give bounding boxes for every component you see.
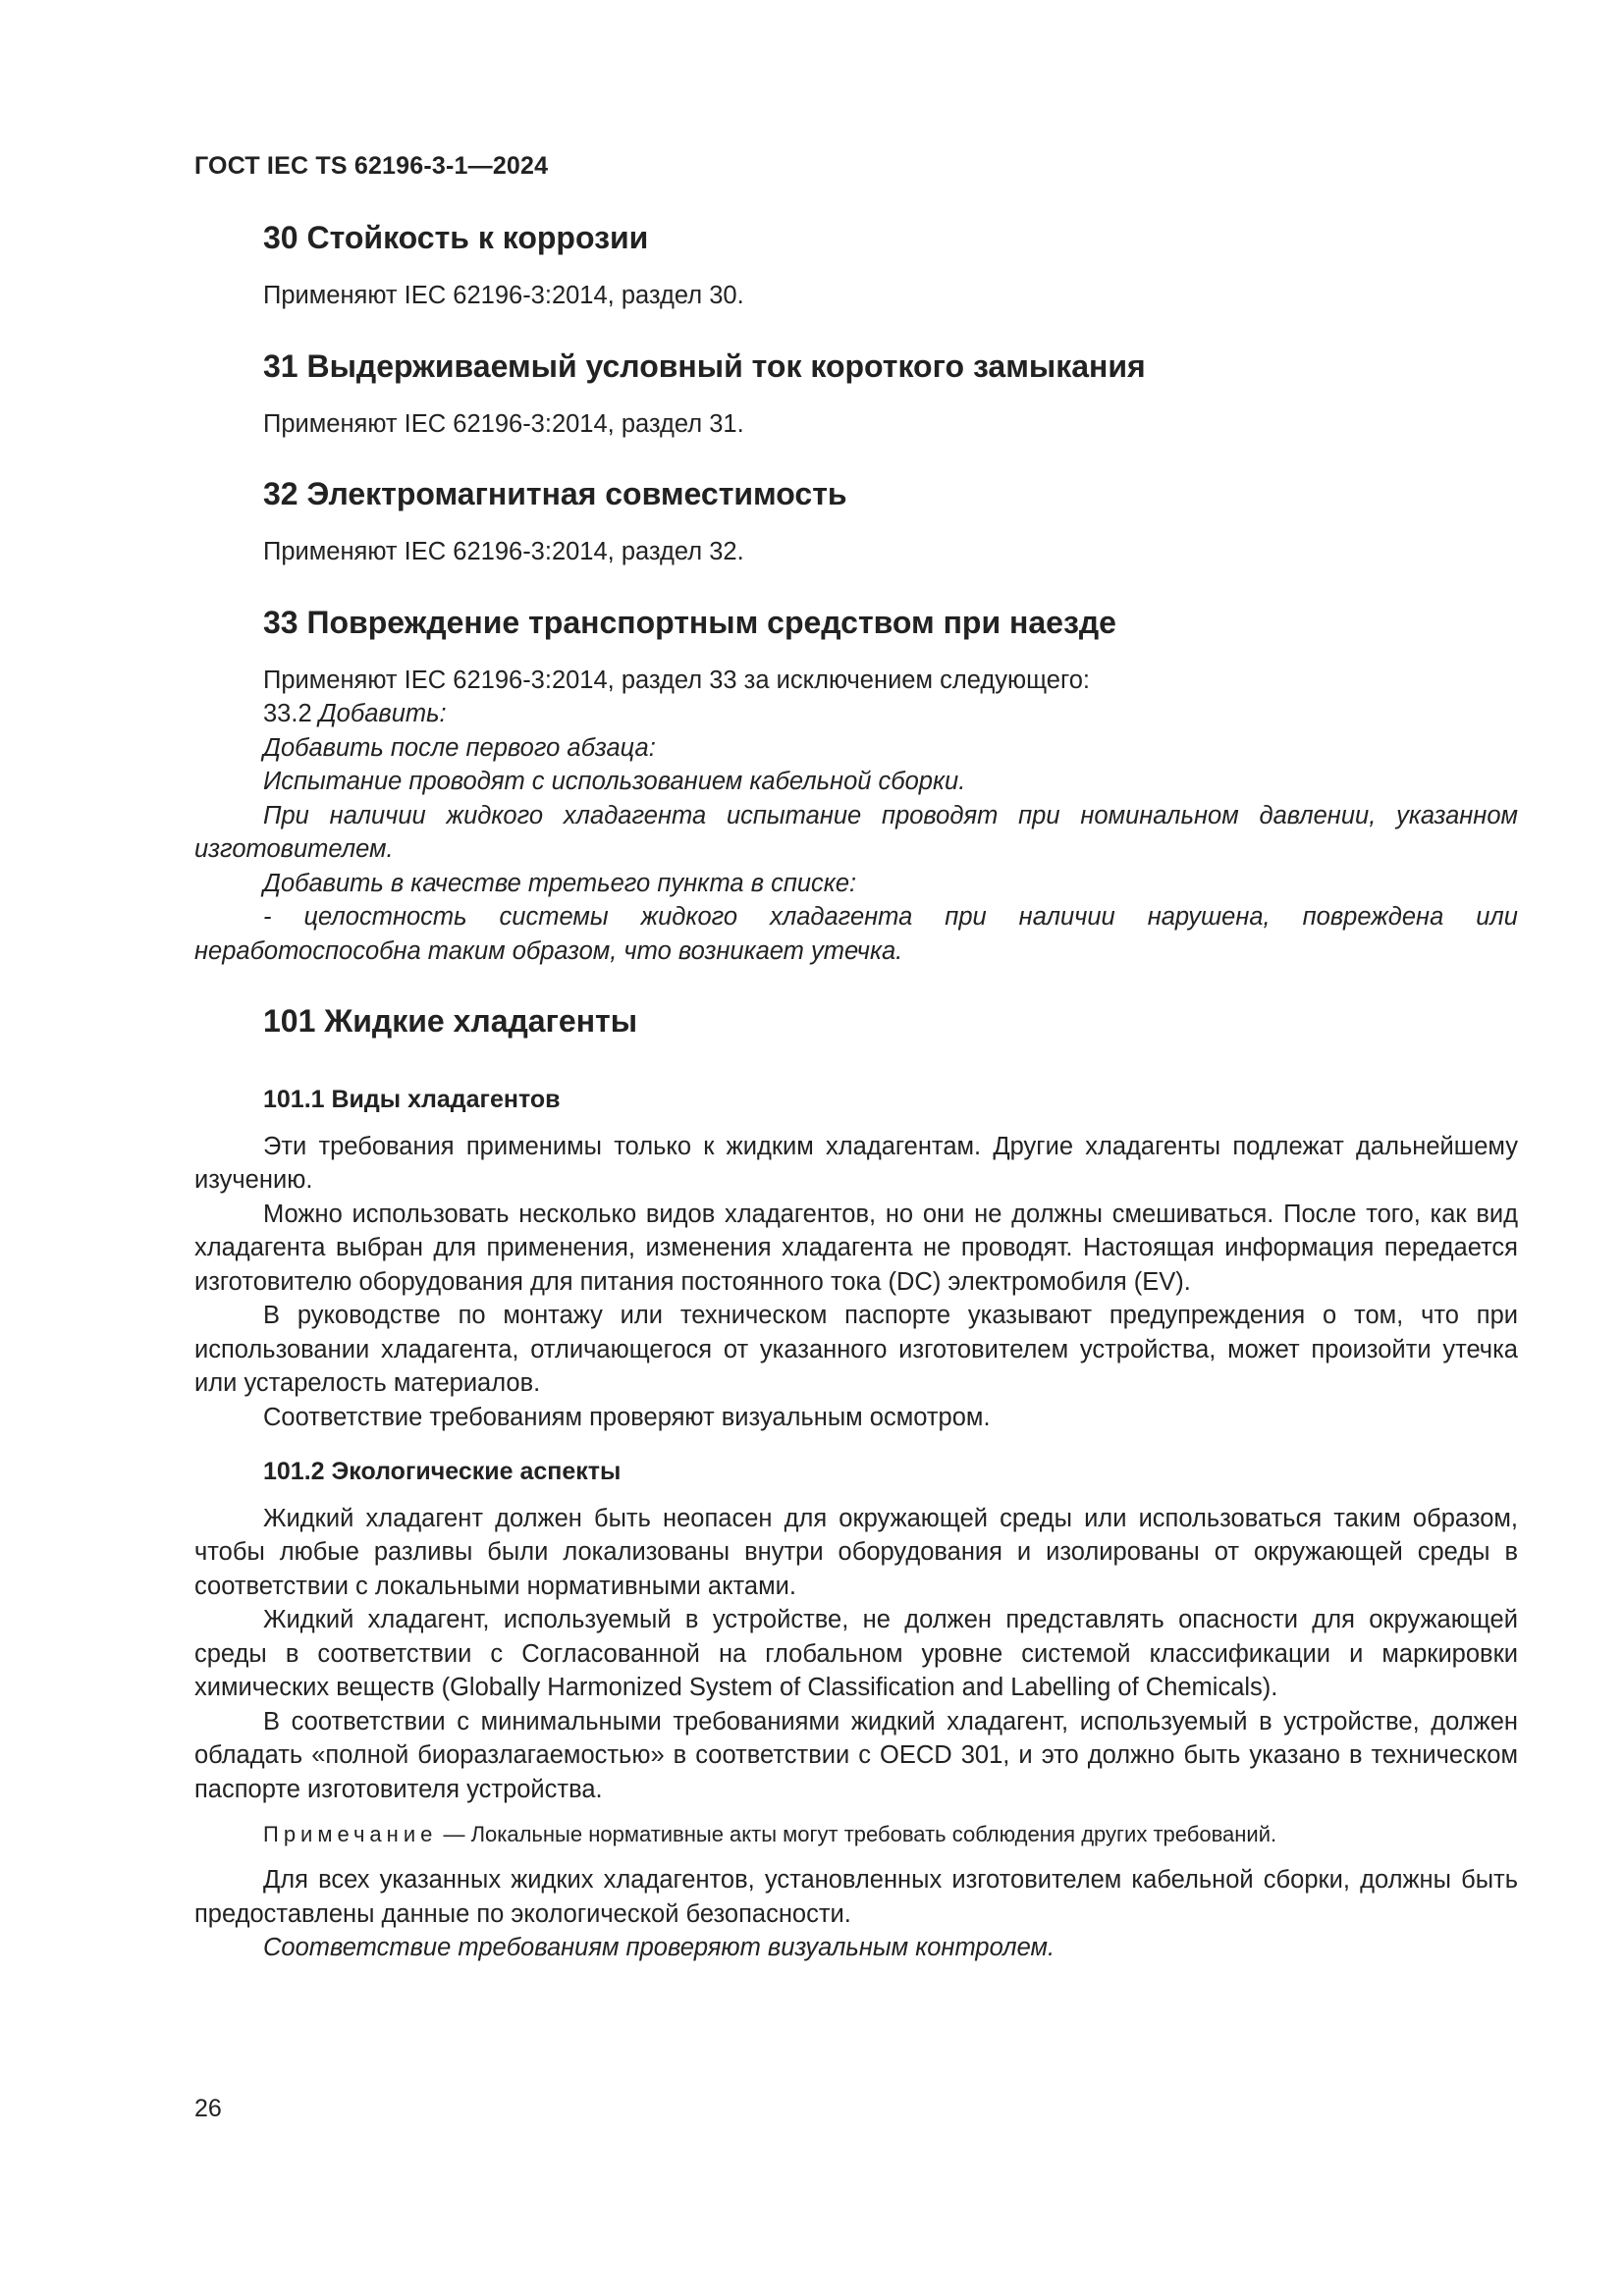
section-33-p7: - целостность системы жидкого хладагента при наличии нарушена, повреждена или неработоспособна таким образом, что возникает утечка.: [194, 903, 1518, 965]
section-33-p6: Добавить в качестве третьего пункта в списке:: [263, 869, 857, 897]
clause-instruction: Добавить:: [318, 700, 447, 727]
section-101-1-title: 101.1 Виды хладагентов: [263, 1086, 561, 1113]
document-header: ГОСТ IEC TS 62196-3-1—2024: [194, 152, 549, 180]
section-101-2-title: 101.2 Экологические аспекты: [263, 1458, 622, 1485]
note-text: — Локальные нормативные акты могут требовать соблюдения других требований.: [437, 1822, 1277, 1846]
section-33-p1: Применяют IEC 62196-3:2014, раздел 33 за исключением следующего:: [263, 666, 1090, 694]
section-32-text: Применяют IEC 62196-3:2014, раздел 32.: [263, 538, 744, 565]
note: [194, 1818, 1518, 1851]
section-33-p3: Добавить после первого абзаца:: [263, 733, 656, 762]
section-101-2-p1: Жидкий хладагент должен быть неопасен для окружающей среды или использоваться таким образом, чтобы любые разливы были локализованы внутри оборудования и изолированы от окружающей среды в соответствии с локальными нормативными актами.: [194, 1504, 1518, 1600]
section-31-title: 31 Выдерживаемый условный ток короткого замыкания: [263, 347, 1146, 384]
section-33-title: 33 Повреждение транспортным средством при наезде: [263, 604, 1116, 640]
section-101-2-p4: Для всех указанных жидких хладагентов, установленных изготовителем кабельной сборки, должны быть предоставлены данные по экологической безопасности.: [194, 1866, 1518, 1928]
section-101-1-p4: Соответствие требованиям проверяют визуальным осмотром.: [263, 1403, 991, 1431]
section-101-1-p1: Эти требования применимы только к жидким хладагентам. Другие хладагенты подлежат дальнейшему изучению.: [194, 1132, 1518, 1194]
section-33-p2: [194, 697, 1518, 731]
section-33-p5: При наличии жидкого хладагента испытание проводят при номинальном давлении, указанном изготовителем.: [194, 801, 1518, 863]
section-101-1-p2: Можно использовать несколько видов хладагентов, но они не должны смешиваться. После того, как вид хладагента выбран для применения, изменения хладагента не проводят. Настоящая информация передается изготовителю оборудования для питания постоянного тока (DC) электромобиля (EV).: [194, 1200, 1518, 1296]
section-101-2-p3: В соответствии с минимальными требованиями жидкий хладагент, используемый в устройстве, должен обладать «полной биоразлагаемостью» в соответствии с OECD 301, и это должно быть указано в техническом паспорте изготовителя устройства.: [194, 1707, 1518, 1803]
section-32-title: 32 Электромагнитная совместимость: [263, 476, 847, 511]
section-33-p4: Испытание проводят с использованием кабельной сборки.: [263, 768, 966, 795]
section-30-title: 30 Стойкость к коррозии: [263, 220, 649, 255]
section-30-text: Применяют IEC 62196-3:2014, раздел 30.: [263, 282, 744, 309]
section-101-title: 101 Жидкие хладагенты: [263, 1003, 638, 1039]
clause-number: 33.2: [263, 700, 319, 727]
section-31-text: Применяют IEC 62196-3:2014, раздел 31.: [263, 409, 744, 438]
page-number: 26: [194, 2095, 222, 2122]
section-101-2-p2: Жидкий хладагент, используемый в устройстве, не должен представлять опасности для окружающей среды в соответствии с Согласованной на глобальном уровне системой классификации и маркировки химических веществ (Globally Harmonized System of Classification and Labelling of Chemicals).: [194, 1606, 1518, 1701]
document-body: [194, 218, 1518, 1965]
section-101-2-p5: Соответствие требованиям проверяют визуальным контролем.: [263, 1934, 1056, 1961]
section-101-1-p3: В руководстве по монтажу или техническом паспорте указывают предупреждения о том, что при использовании хладагента, отличающегося от указанного изготовителем устройства, может произойти утечка или устарелость материалов.: [194, 1302, 1518, 1397]
note-label: Примечание: [263, 1822, 438, 1846]
